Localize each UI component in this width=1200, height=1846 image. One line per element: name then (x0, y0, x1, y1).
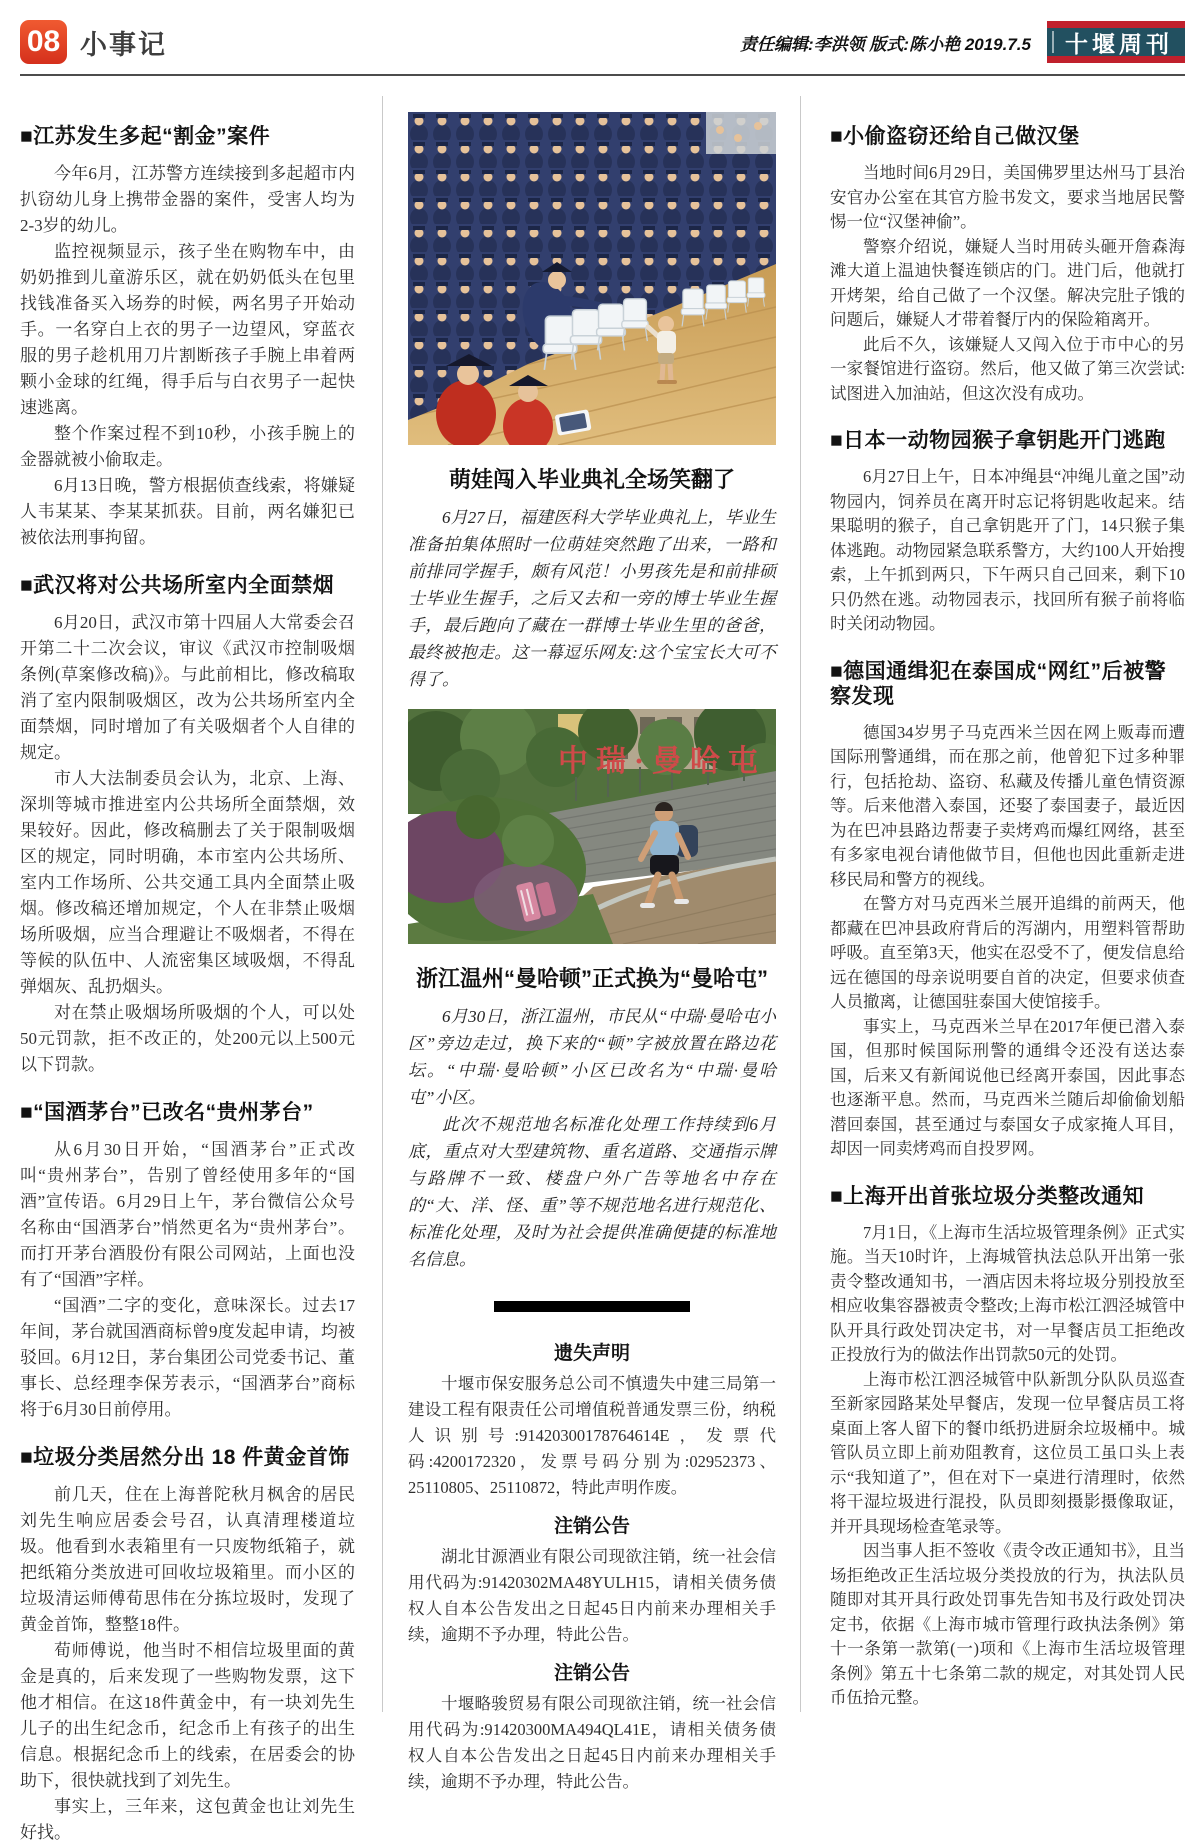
article-paragraph: 对在禁止吸烟场所吸烟的个人，可以处50元罚款，拒不改正的，处200元以上500元以下罚款。 (20, 1003, 355, 1074)
middle-column (408, 100, 776, 1795)
article-title: ■日本一动物园猴子拿钥匙开门逃跑 (830, 429, 1166, 452)
article-paragraph: 在警方对马克西米兰展开追缉的前两天，他都藏在巴冲县政府背后的泻湖内，用塑料管帮助呼吸。直至第3天，他实在忍受不了，便发信息给远在德国的母亲说明要自首的决定，但要求侦查人员撤离，让德国驻泰国大使馆接手。 (830, 894, 1185, 1011)
article-title: ■垃圾分类居然分出 18 件黄金首饰 (20, 1446, 350, 1469)
notice-heading: 遗失声明 (553, 1343, 630, 1364)
article-paragraph: 6月27日上午，日本冲绳县“冲绳儿童之国”动物园内，饲养员在离开时忘记将钥匙收起来。结果聪明的猴子，自己拿钥匙开了门，14只猴子集体逃跑。动物园紧急联系警方，大约100人开始搜索，上午抓到两只，下午两只自己回来，剩下10只仍然在逃。动物园表示，找回所有猴子前将临时关闭动物园。 (830, 467, 1185, 633)
deregistration-notice (408, 1511, 776, 1648)
article-paragraph: 整个作案过程不到10秒，小孩手腕上的金器就被小偷取走。 (20, 424, 355, 469)
article-paragraph: 今年6月，江苏警方连续接到多起超市内扒窃幼儿身上携带金器的案件，受害人均为2-3岁的幼儿。 (20, 164, 355, 235)
article-paragraph: 监控视频显示，孩子坐在购物车中，由奶奶推到儿童游乐区，就在奶奶低头在包里找钱准备买入场券的时候，两名男子开始动手。一名穿白上衣的男子一边望风，穿蓝衣服的男子趁机用刀片割断孩子手腕上串着两颗小金球的红绳，得手后与白衣男子一起快速逃离。 (20, 242, 355, 417)
notice-body: 十堰略骏贸易有限公司现欲注销，统一社会信用代码为:91420300MA494QL41E，请相关债务债权人自本公告发出之日起45日内前来办理相关手续，逾期不予办理，特此公告。 (408, 1694, 776, 1791)
notice-heading: 注销公告 (553, 1663, 630, 1684)
photo-story-paragraph: 6月30日，浙江温州，市民从“中瑞·曼哈屯小区”旁边走过，换下来的“顿”字被放置在路边花坛。“中瑞·曼哈顿”小区已改名为“中瑞·曼哈屯”小区。 (408, 1007, 776, 1107)
page-header (20, 16, 1185, 68)
right-column (830, 100, 1185, 1711)
article-paragraph: 6月20日，武汉市第十四届人大常委会召开第二十二次会议，审议《武汉市控制吸烟条例(草案修改稿)》。与此前相比，修改稿取消了室内限制吸烟区，改为公共场所室内全面禁烟，同时增加了有关吸烟者个人自律的规定。 (20, 613, 355, 762)
masthead-logo: 十堰周刊 (1047, 21, 1185, 63)
header-rule (20, 74, 1185, 76)
article-title: ■江苏发生多起“割金”案件 (20, 125, 271, 148)
article-paragraph: 事实上，三年来，这包黄金也让刘先生好找。 (20, 1797, 355, 1842)
article-paragraph: 德国34岁男子马克西米兰因在网上贩毒而遭国际刑警通缉，而在那之前，他曾犯下过多种罪行，包括抢劫、盗窃、私藏及传播儿童色情资源等。后来他潜入泰国，还娶了泰国妻子，最近因为在巴冲县路边帮妻子卖烤鸡而爆红网络，甚至有多家电视台请他做节目，但他也因此重新走进移民局和警方的视线。 (830, 722, 1185, 889)
lost-statement-notice (408, 1338, 776, 1501)
article-zoo-monkeys (830, 428, 1185, 637)
article-paragraph: “国酒”二字的变化，意味深长。过去17年间，茅台就国酒商标曾9度发起申请，均被驳回。6月12日，茅台集团公司党委书记、董事长、总经理李保芳表示，“国酒茅台”商标将于6月30日前停用。 (20, 1296, 355, 1419)
article-paragraph: 因当事人拒不签收《责令改正通知书》，且当场拒绝改正生活垃圾分类投放的行为，执法队员随即对其开具行政处罚事先告知书及行政处罚决定书，依据《上海市城市管理行政执法条例》第十一条第一款第(一)项和《上海市生活垃圾管理条例》第五十七条第二款的规定，对其处罚人民币伍拾元整。 (830, 1541, 1185, 1707)
photo-story-title: 萌娃闯入毕业典礼全场笑翻了 (448, 467, 735, 492)
page-number-badge: 08 (20, 20, 67, 64)
deregistration-notice (408, 1658, 776, 1795)
article-title: ■上海开出首张垃圾分类整改通知 (830, 1184, 1145, 1208)
article-garbage-gold (20, 1445, 355, 1846)
article-paragraph: 事实上，马克西米兰早在2017年便已潜入泰国，但那时候国际刑警的通缉令还没有送达泰国，后来又有新闻说他已经离开泰国，因此事态也逐渐平息。然而，马克西米兰随后却偷偷划船潜回泰国，甚至通过与泰国女子成家掩人耳目，却因一同卖烤鸡而自投罗网。 (830, 1016, 1185, 1158)
article-paragraph: 市人大法制委员会认为，北京、上海、深圳等城市推进室内公共场所全面禁烟，效果较好。因此，修改稿删去了关于限制吸烟区的规定，同时明确，本市室内公共场所、室内工作场所、公共交通工具内全面禁止吸烟。修改稿还增加规定，个人在非禁止吸烟场所吸烟，应当合理避让不吸烟者，不得在等候的队伍中、人流密集区域吸烟，不得乱弹烟灰、乱扔烟头。 (20, 769, 355, 996)
editor-line: 责任编辑:李洪领 版式:陈小艳 2019.7.5 (740, 34, 1031, 54)
notice-heading: 注销公告 (553, 1516, 630, 1537)
community-sign-photo (408, 709, 776, 944)
column-divider (382, 96, 383, 1712)
article-title: ■“国酒茅台”已改名“贵州茅台” (20, 1101, 314, 1124)
article-title: ■小偷盗窃还给自己做汉堡 (830, 125, 1080, 148)
section-separator-bar (494, 1301, 690, 1312)
article-paragraph: 警察介绍说，嫌疑人当时用砖头砸开詹森海滩大道上温迪快餐连锁店的门。进门后，他就打开烤架，给自己做了一个汉堡。解决完肚子饿的问题后，嫌疑人才带着餐厅内的保险箱离开。 (830, 236, 1185, 329)
article-paragraph: 前几天，住在上海普陀秋月枫舍的居民刘先生响应居委会号召，认真清理楼道垃圾。他看到水表箱里有一只废物纸箱子，就把纸箱分类放进可回收垃圾箱里。而小区的垃圾清运师傅荀思伟在分拣垃圾时，发现了黄金首饰，整整18件。 (20, 1485, 355, 1634)
article-jiangsu-gold-cutting (20, 124, 355, 551)
article-shanghai-garbage-notice (830, 1184, 1185, 1711)
article-paragraph: 上海市松江泗泾城管中队新凯分队队员巡查至新家园路某处早餐店，发现一位早餐店员工将桌面上客人留下的餐巾纸扔进厨余垃圾桶中。城管队员立即上前劝阻教育，这位员工虽口头上表示“我知道了”，但在对下一桌进行清理时，依然将干湿垃圾进行混投，队员即刻摄影摄像取证，并开具现场检查笔录等。 (830, 1369, 1185, 1536)
left-column (20, 100, 355, 1846)
notice-body: 湖北甘源酒业有限公司现欲注销，统一社会信用代码为:91420302MA48YULH15，请相关债务债权人自本公告发出之日起45日内前来办理相关手续，逾期不予办理，特此公告。 (408, 1547, 776, 1644)
graduation-ceremony-photo (408, 112, 776, 445)
column-divider (800, 96, 801, 1712)
article-paragraph: 荀师傅说，他当时不相信垃圾里面的黄金是真的，后来发现了一些购物发票，这下他才相信。在这18件黄金中，有一块刘先生儿子的出生纪念币，纪念币上有孩子的出生信息。根据纪念币上的线索，在居委会的协助下，很快就找到了刘先生。 (20, 1641, 355, 1790)
community-sign-text: 中瑞·曼哈屯 (558, 745, 758, 778)
article-paragraph: 当地时间6月29日，美国佛罗里达州马丁县治安官办公室在其官方脸书发文，要求当地居民警惕一位“汉堡神偷”。 (830, 163, 1185, 231)
article-paragraph: 此后不久，该嫌疑人又闯入位于市中心的另一家餐馆进行盗窃。然后，他又做了第三次尝试:试图进入加油站，但这次没有成功。 (830, 334, 1185, 403)
article-paragraph: 7月1日，《上海市生活垃圾管理条例》正式实施。当天10时许，上海城管执法总队开出第一张责令整改通知书，一酒店因未将垃圾分别投放至相应收集容器被责令整改;上海市松江泗泾城管中队开具行政处罚决定书，对一早餐店员工拒绝改正投放行为的做法作出罚款50元的处罚。 (830, 1222, 1185, 1364)
article-german-fugitive (830, 659, 1185, 1162)
photo-story-paragraph: 6月27日，福建医科大学毕业典礼上，毕业生准备拍集体照时一位萌娃突然跑了出来，一路和前排同学握手，颇有风范！小男孩先是和前排硕士毕业生握手，之后又去和一旁的博士毕业生握手，最后跑向了藏在一群博士毕业生里的爸爸，最终被抱走。这一幕逗乐网友:这个宝宝长大可不得了。 (408, 508, 776, 689)
article-maotai-rename (20, 1100, 355, 1423)
photo-story-paragraph: 此次不规范地名标准化处理工作持续到6月底，重点对大型建筑物、重名道路、交通指示牌与路牌不一致、楼盘户外广告等地名中存在的“大、洋、怪、重”等不规范地名进行规范化、标准化处理，及时为社会提供准确便捷的标准地名信息。 (408, 1115, 776, 1269)
notice-body: 十堰市保安服务总公司不慎遗失中建三局第一建设工程有限责任公司增值税普通发票三份，纳税人识别号:91420300178764614E，发票代码:4200172320，发票号码分别为:02952373、25110805、25110872，特此声明作废。 (408, 1374, 776, 1497)
photo-story-title: 浙江温州“曼哈顿”正式换为“曼哈屯” (415, 966, 768, 991)
article-wuhan-smoking-ban (20, 573, 355, 1078)
section-title: 小事记 (80, 29, 167, 60)
article-paragraph: 从6月30日开始，“国酒茅台”正式改叫“贵州茅台”，告别了曾经使用多年的“国酒”宣传语。6月29日上午，茅台微信公众号名称由“国酒茅台”悄然更名为“贵州茅台”。而打开茅台酒股份有限公司网站，上面也没有了“国酒”字样。 (20, 1140, 355, 1289)
article-paragraph: 6月13日晚，警方根据侦查线索，将嫌疑人韦某某、李某某抓获。目前，两名嫌犯已被依法刑事拘留。 (20, 476, 355, 547)
article-burger-thief (830, 124, 1185, 406)
article-title: ■德国通缉犯在泰国成“网红”后被警察发现 (830, 659, 1167, 708)
article-title: ■武汉将对公共场所室内全面禁烟 (20, 574, 335, 597)
